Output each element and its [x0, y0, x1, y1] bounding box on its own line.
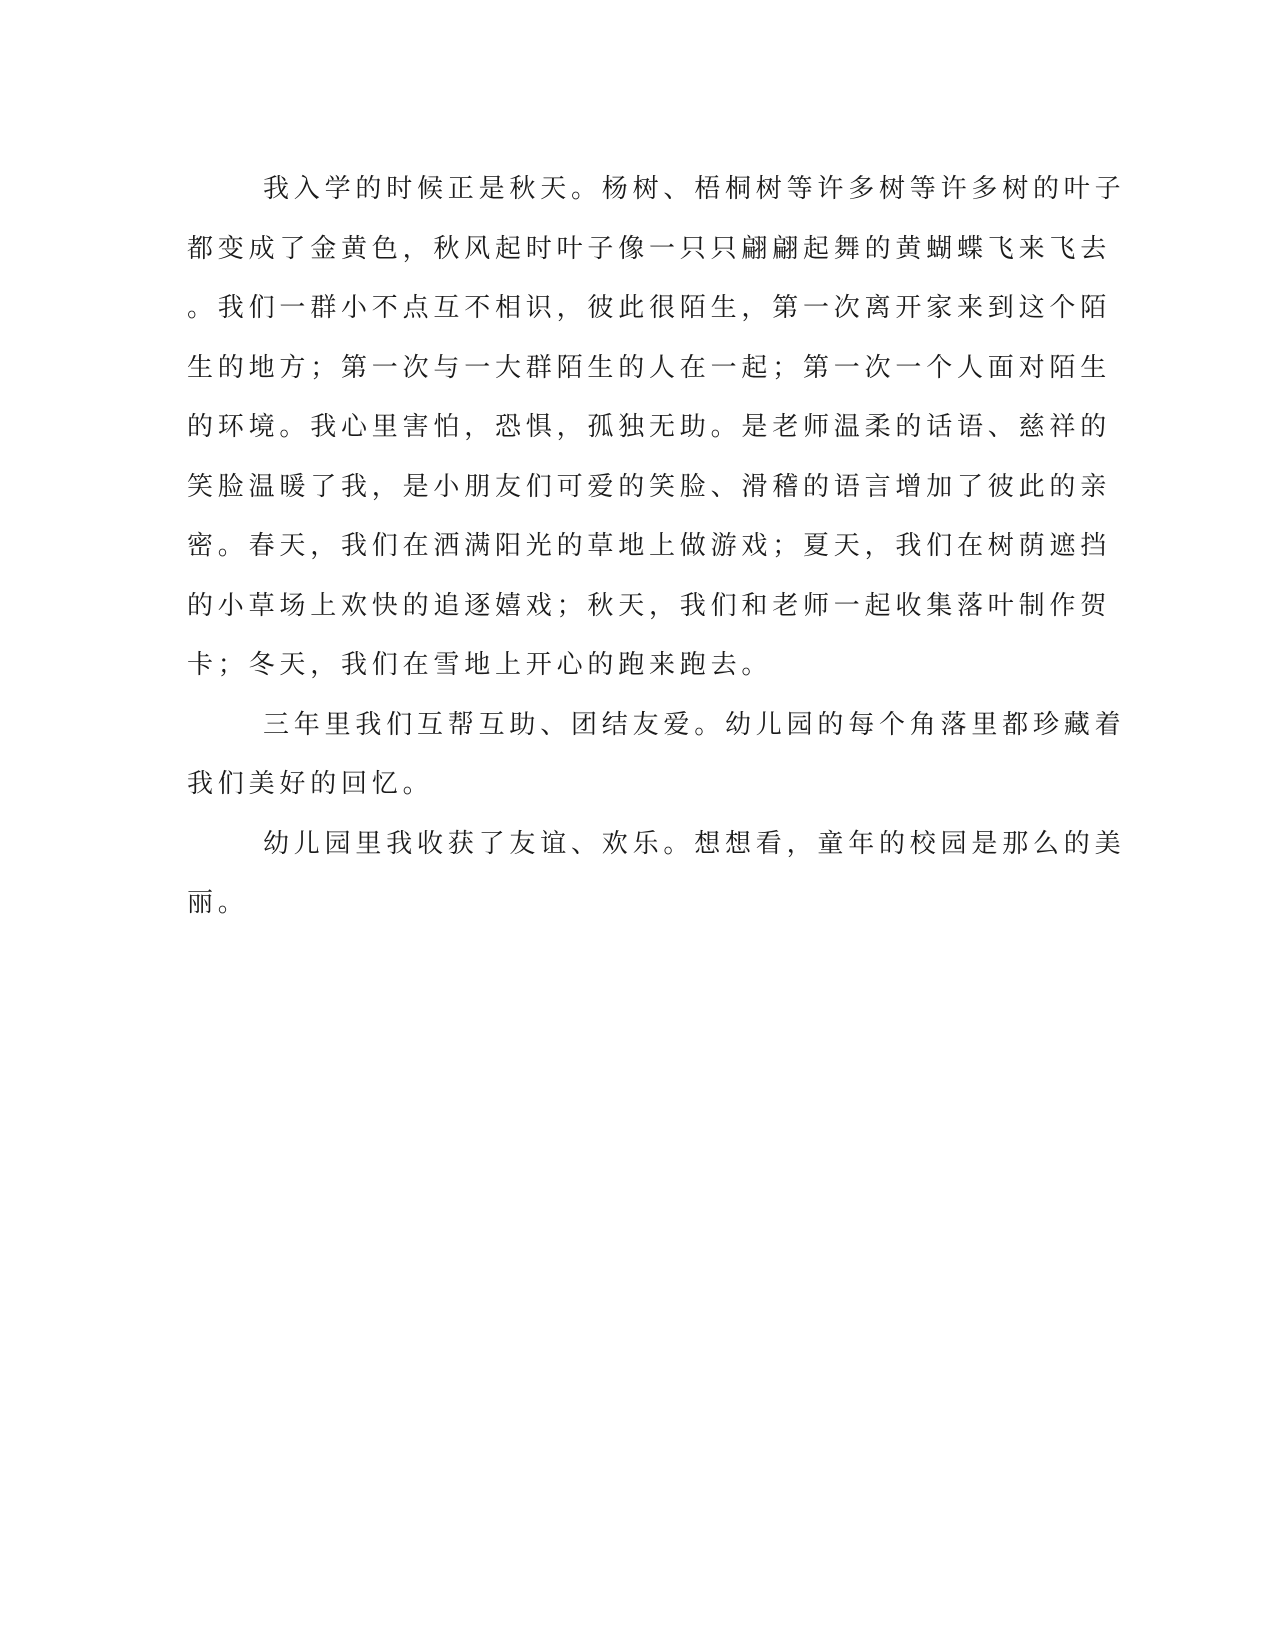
paragraph-1 — [187, 160, 1126, 696]
paragraph-line: 密。春天，我们在洒满阳光的草地上做游戏；夏天，我们在树荫遮挡 — [187, 531, 1112, 561]
paragraph-line: 的环境。我心里害怕，恐惧，孤独无助。是老师温柔的话语、慈祥的 — [187, 412, 1112, 442]
paragraph-line: 卡；冬天，我们在雪地上开心的跑来跑去。 — [187, 650, 773, 680]
document-body — [187, 160, 1126, 934]
paragraph-line: 笑脸温暖了我，是小朋友们可爱的笑脸、滑稽的语言增加了彼此的亲 — [187, 471, 1112, 502]
paragraph-3 — [187, 815, 1126, 934]
paragraph-line: 幼儿园里我收获了友谊、欢乐。想想看，童年的校园是那么的美 — [263, 828, 1126, 859]
paragraph-line: 丽。 — [187, 888, 249, 918]
paragraph-line: 我入学的时候正是秋天。杨树、梧桐树等许多树等许多树的叶子 — [263, 174, 1126, 204]
paragraph-2 — [187, 696, 1126, 815]
paragraph-line: 我们美好的回忆。 — [187, 769, 434, 799]
paragraph-line: 的小草场上欢快的追逐嬉戏；秋天，我们和老师一起收集落叶制作贺 — [187, 590, 1112, 621]
paragraph-line: 。我们一群小不点互不相识，彼此很陌生，第一次离开家来到这个陌 — [187, 293, 1112, 323]
paragraph-line: 生的地方；第一次与一大群陌生的人在一起；第一次一个人面对陌生 — [187, 352, 1112, 383]
paragraph-line: 都变成了金黄色，秋风起时叶子像一只只翩翩起舞的黄蝴蝶飞来飞去 — [187, 233, 1112, 264]
paragraph-line: 三年里我们互帮互助、团结友爱。幼儿园的每个角落里都珍藏着 — [263, 709, 1126, 740]
